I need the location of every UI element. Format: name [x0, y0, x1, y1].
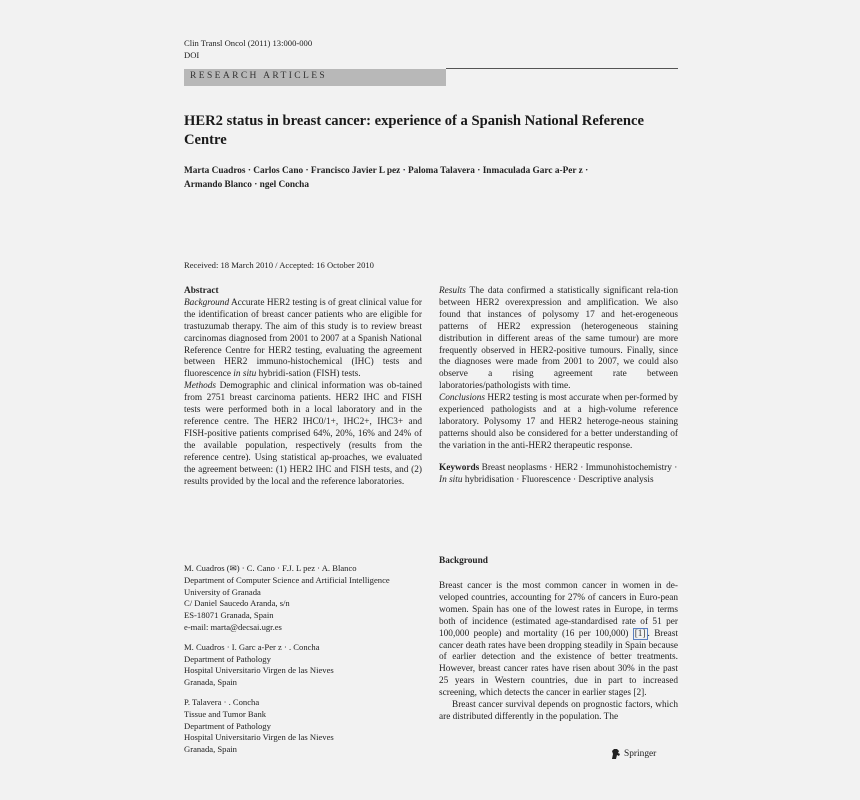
abstract-left-column — [184, 286, 422, 488]
background-paragraph-1 — [439, 581, 678, 700]
affiliation-line: Hospital Universitario Virgen de las Nieves — [184, 665, 334, 676]
affiliation-line: Granada, Spain — [184, 744, 237, 755]
background-tail: hybridi-sation (FISH) tests. — [256, 369, 361, 380]
results-label: Results — [439, 286, 466, 296]
received-dates: Received: 18 March 2010 / Accepted: 16 October 2010 — [184, 260, 374, 270]
authors-line-1: Marta Cuadros · Carlos Cano · Francisco Javier L pez · Paloma Talavera · Inmaculada Garc a-Per z · — [184, 166, 589, 176]
section-band — [184, 69, 446, 86]
background-text: Accurate HER2 testing is of great clinical value for the identification of breast cancer patients who are eligible for trastuzumab therapy. The aim of this study is to review breast carcinomas diagnosed from 2001 to 2007 at a Spanish National Reference Centre for HER2 testing, evaluating the agreement between HER2 immuno-histochemical (IHC) tests and fluorescence — [184, 297, 423, 380]
doi-label: DOI — [184, 49, 200, 60]
background-label: Background — [184, 297, 230, 308]
article-title: HER2 status in breast cancer: experience of a Spanish National Reference Centre — [184, 113, 644, 148]
background-in-situ: in situ — [233, 369, 257, 380]
keywords-label: Keywords — [439, 462, 480, 473]
affiliation-line: C/ Daniel Saucedo Aranda, s/n — [184, 598, 290, 609]
authors-line-2: Armando Blanco · ngel Concha — [184, 179, 310, 190]
publisher-name: Springer — [624, 749, 657, 759]
section-band-label: RESEARCH ARTICLES — [190, 71, 328, 81]
conclusions-label: Conclusions — [439, 393, 485, 404]
conclusions-text: HER2 testing is most accurate when per-formed by experienced pathologists and at a high-volume reference laboratory. Polysomy 17 and HER2 heteroge-neous staining patterns should also be considered for a better understanding of the variation in the anti-HER2 therapeutic response. — [439, 393, 679, 451]
keywords-in-situ: In situ — [439, 474, 463, 485]
background-p1-text-b: . Breast cancer death rates have been dropping steadily in Spain because of earlier detection and the existence of better treatments. However, breast cancer rates have risen about 30% in the past 25 years in Western countries, due in part to increased screening, which detects the cancer in earlier stages [2]. — [439, 628, 678, 699]
springer-horse-icon — [610, 748, 621, 760]
keywords — [439, 463, 678, 487]
affiliation-block — [184, 697, 424, 756]
abstract-methods — [184, 381, 422, 488]
abstract-heading: Abstract — [184, 286, 219, 296]
background-body — [439, 581, 678, 724]
results-text: The data confirmed a statistically significant rela-tion between HER2 overexpression and amplification. We also found that instances of polysomy 17 and het-erogeneous patterns of HER2 expression (heterogeneous staining distribution in different areas of the same tumour) are more frequently observed in HER2-positive tumours. Finally, since the diagnoses were made from 2001 to 2007, we could also observe a rising agreement rate between laboratories/pathologists with time. — [439, 286, 679, 392]
keywords-part-a: Breast neoplasms · HER2 · Immunohistochemistry · — [481, 462, 678, 473]
background-p1-text-a: Breast cancer is the most common cancer in women in de-veloped countries, accounting for 27% of cancers in Euro-pean women. Spain has one of the lowest rates in Europe, in terms both of incidence (estimated age-standardised rate of 51 per 100,000 people) and mortality (16 per 100,000) — [439, 581, 678, 639]
header-rule — [446, 68, 678, 69]
methods-text: Demographic and clinical information was ob-tained from 2751 breast carcinoma patients. HER2 IHC and FISH tests were performed both in a local laboratory and in the reference centre. The HER2 IHC0/1+, IHC2+, IHC3+ and FISH-positive patients comprised 64%, 20%, 16% and 24% of the available population, respectively (results from the reference centre). Using statistical ap-proaches, we evaluated the agreement between: (1) HER2 IHC and FISH tests, and (2) results provided by the local and the reference laboratories. — [184, 381, 422, 487]
affiliation-names: M. Cuadros (✉) · C. Cano · F.J. L pez · A. Blanco — [184, 563, 357, 573]
affiliation-line: Department of Pathology — [184, 653, 271, 664]
abstract-right-column — [439, 286, 678, 487]
affiliation-names: P. Talavera · . Concha — [184, 696, 260, 707]
affiliation-line: Department of Computer Science and Artificial Intelligence — [184, 574, 390, 585]
author-list — [184, 165, 664, 192]
background-paragraph-2: Breast cancer survival depends on prognostic factors, which are distributed differently in the population. The — [439, 700, 678, 722]
abstract-results — [439, 286, 678, 393]
background-heading: Background — [439, 556, 488, 566]
journal-citation: Clin Transl Oncol (2011) 13:000-000 — [184, 38, 313, 48]
affiliation-line: Granada, Spain — [184, 677, 237, 688]
abstract-conclusions — [439, 393, 678, 453]
affiliation-line: University of Granada — [184, 586, 261, 597]
affiliation-line: Department of Pathology — [184, 720, 271, 731]
abstract-background — [184, 298, 422, 381]
affiliation-block — [184, 642, 424, 689]
affiliation-line: Hospital Universitario Virgen de las Nieves — [184, 732, 334, 743]
affiliation-block — [184, 563, 424, 634]
affiliations — [184, 563, 424, 764]
affiliation-line: Tissue and Tumor Bank — [184, 708, 267, 719]
email-link[interactable]: e-mail: marta@decsai.ugr.es — [184, 621, 282, 632]
affiliation-names: M. Cuadros · I. Garc a-Per z · . Concha — [184, 641, 320, 652]
publisher-logo — [610, 748, 656, 760]
keywords-part-b: hybridisation · Fluorescence · Descriptive analysis — [462, 474, 654, 485]
methods-label: Methods — [184, 381, 217, 392]
journal-header — [184, 38, 484, 61]
affiliation-line: ES-18071 Granada, Spain — [184, 610, 274, 621]
citation-link-1[interactable]: [1] — [634, 628, 646, 639]
